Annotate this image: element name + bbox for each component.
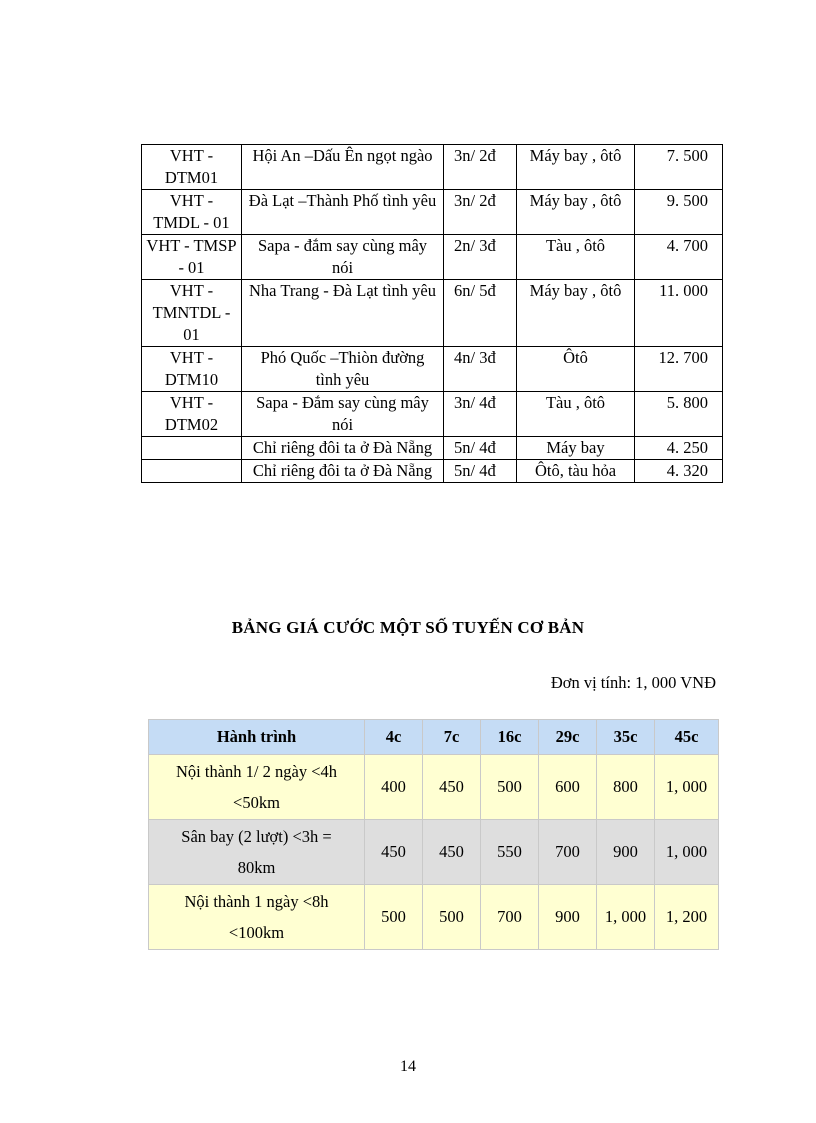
price-cell: 500 (481, 755, 539, 820)
tour-code (142, 437, 242, 460)
page-number: 14 (400, 1058, 416, 1075)
unit-note: Đơn vị tính: 1, 000 VNĐ (550, 673, 716, 692)
price-cell: 900 (539, 885, 597, 950)
tour-transport: Máy bay , ôtô (517, 145, 635, 190)
price-cell: 900 (597, 820, 655, 885)
price-cell: 1, 200 (655, 885, 719, 950)
tour-transport: Ôtô (517, 347, 635, 392)
route-cell (149, 820, 365, 885)
price-cell: 450 (423, 820, 481, 885)
route-cell (149, 755, 365, 820)
price-cell: 700 (539, 820, 597, 885)
price-cell: 1, 000 (597, 885, 655, 950)
tour-transport: Tàu , ôtô (517, 235, 635, 280)
tour-duration: 2n/ 3đ (444, 235, 517, 280)
tour-code: VHT - TMNTDL - 01 (142, 280, 242, 347)
tour-price: 4. 700 (635, 235, 723, 280)
tour-route: Sapa - Đắm say cùng mây nói (242, 392, 444, 437)
tour-price: 4. 320 (635, 460, 723, 483)
table-row (142, 460, 723, 483)
price-cell: 800 (597, 755, 655, 820)
tour-code: VHT - TMSP - 01 (142, 235, 242, 280)
column-header: 7c (423, 720, 481, 755)
table-row (149, 885, 719, 950)
tour-route: Hội An –Dấu Ên ngọt ngào (242, 145, 444, 190)
route-line: Sân bay (2 lượt) <3h = (181, 827, 332, 846)
price-cell: 1, 000 (655, 755, 719, 820)
tour-duration: 6n/ 5đ (444, 280, 517, 347)
tour-duration: 4n/ 3đ (444, 347, 517, 392)
table-row (142, 190, 723, 235)
tour-route: Phó Quốc –Thiòn đường tình yêu (242, 347, 444, 392)
tour-route: Nha Trang - Đà Lạt tình yêu (242, 280, 444, 347)
table-row (149, 755, 719, 820)
price-cell: 500 (423, 885, 481, 950)
tour-transport: Ôtô, tàu hỏa (517, 460, 635, 483)
tour-duration: 5n/ 4đ (444, 437, 517, 460)
tour-route: Đà Lạt –Thành Phố tình yêu (242, 190, 444, 235)
price-cell: 400 (365, 755, 423, 820)
table-row (142, 235, 723, 280)
tour-duration: 3n/ 2đ (444, 190, 517, 235)
route-line: <50km (233, 793, 280, 812)
tour-route: Sapa - đắm say cùng mây nói (242, 235, 444, 280)
route-cell (149, 885, 365, 950)
route-line: Nội thành 1 ngày <8h (184, 892, 329, 911)
tour-price: 7. 500 (635, 145, 723, 190)
table-row (142, 392, 723, 437)
column-header: Hành trình (149, 720, 365, 755)
column-header: 16c (481, 720, 539, 755)
price-cell: 700 (481, 885, 539, 950)
column-header: 35c (597, 720, 655, 755)
tour-transport: Máy bay , ôtô (517, 280, 635, 347)
tour-route: Chỉ riêng đôi ta ở Đà Nẵng (242, 437, 444, 460)
route-line: <100km (228, 923, 285, 942)
tour-transport: Máy bay (517, 437, 635, 460)
tour-table (141, 144, 723, 483)
price-cell: 550 (481, 820, 539, 885)
price-cell: 500 (365, 885, 423, 950)
table-row (142, 280, 723, 347)
table-header-row (149, 720, 719, 755)
tour-duration: 3n/ 4đ (444, 392, 517, 437)
tour-price: 11. 000 (635, 280, 723, 347)
tour-duration: 5n/ 4đ (444, 460, 517, 483)
tour-code: VHT - TMDL - 01 (142, 190, 242, 235)
price-cell: 450 (423, 755, 481, 820)
tour-code (142, 460, 242, 483)
price-cell: 1, 000 (655, 820, 719, 885)
table-row (142, 145, 723, 190)
tour-price: 5. 800 (635, 392, 723, 437)
route-line: Nội thành 1/ 2 ngày <4h (176, 762, 337, 781)
tour-route: Chỉ riêng đôi ta ở Đà Nẵng (242, 460, 444, 483)
tour-price: 12. 700 (635, 347, 723, 392)
tour-price: 9. 500 (635, 190, 723, 235)
tour-code: VHT - DTM02 (142, 392, 242, 437)
tour-transport: Tàu , ôtô (517, 392, 635, 437)
column-header: 4c (365, 720, 423, 755)
tour-code: VHT - DTM01 (142, 145, 242, 190)
column-header: 45c (655, 720, 719, 755)
column-header: 29c (539, 720, 597, 755)
table-row (142, 347, 723, 392)
table-row (142, 437, 723, 460)
section-title: BẢNG GIÁ CƯỚC MỘT SỐ TUYẾN CƠ BẢN (231, 618, 585, 637)
route-line: 80km (237, 858, 276, 877)
table-row (149, 820, 719, 885)
tour-transport: Máy bay , ôtô (517, 190, 635, 235)
tour-duration: 3n/ 2đ (444, 145, 517, 190)
price-cell: 450 (365, 820, 423, 885)
price-cell: 600 (539, 755, 597, 820)
tour-price: 4. 250 (635, 437, 723, 460)
price-table (148, 719, 719, 950)
tour-code: VHT - DTM10 (142, 347, 242, 392)
